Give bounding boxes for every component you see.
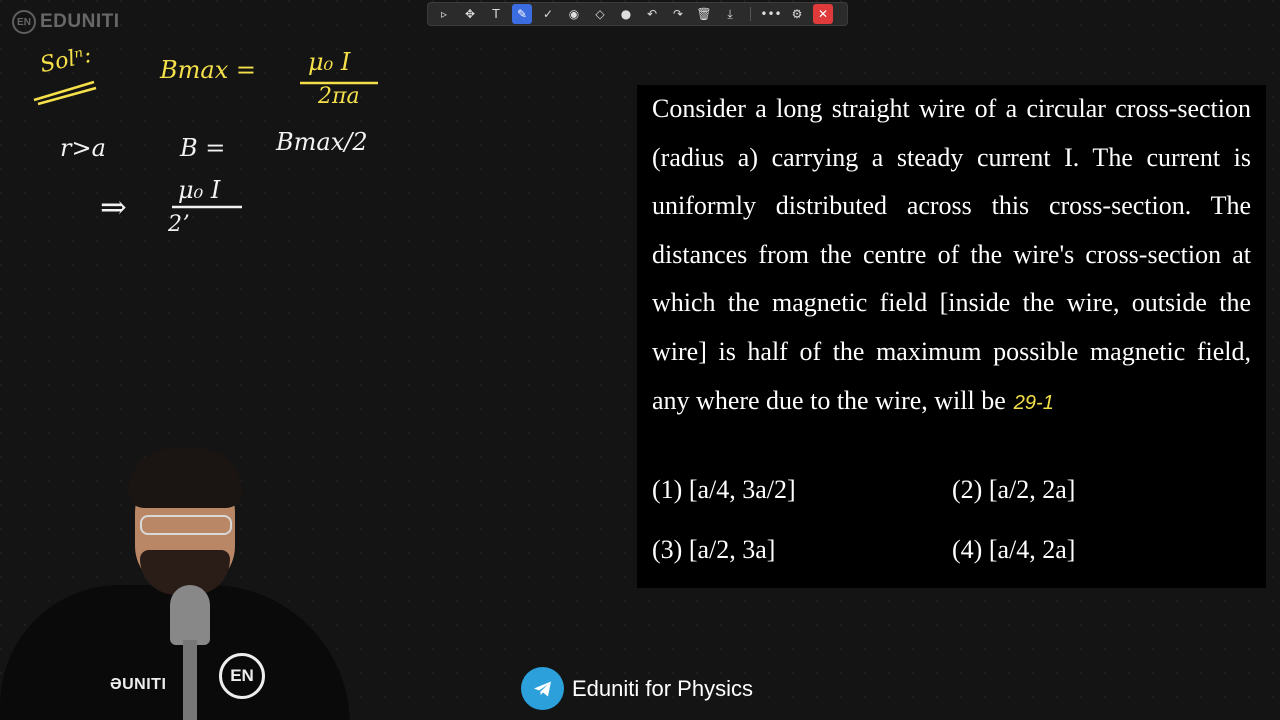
solution-label: Solⁿ:: [37, 42, 94, 79]
question-panel: [637, 85, 1266, 588]
option-4[interactable]: (4) [a/4, 2a]: [952, 535, 1076, 564]
bmax-half: Bmax/2: [276, 128, 368, 156]
logo-text: EDUNITI: [40, 11, 120, 32]
b-equals: B =: [180, 134, 226, 162]
bmax-denominator: 2πa: [318, 84, 360, 109]
undo-icon[interactable]: ↶: [646, 7, 658, 21]
check-icon[interactable]: ✓: [542, 7, 554, 21]
shirt-brand-badge: EN: [219, 653, 265, 699]
text-icon[interactable]: T: [492, 7, 500, 21]
highlighter-icon[interactable]: ◉: [568, 7, 580, 21]
download-icon[interactable]: ⤓: [727, 6, 733, 21]
question-tag: 29-1: [1013, 391, 1054, 414]
redo-icon[interactable]: ↷: [672, 7, 684, 21]
pointer-icon[interactable]: ▹: [440, 7, 448, 21]
presenter-hair: [128, 448, 242, 508]
option-3[interactable]: (3) [a/2, 3a]: [652, 535, 776, 564]
handwritten-notes: [0, 40, 420, 250]
settings-icon[interactable]: ⚙: [791, 7, 803, 21]
color-dot-icon[interactable]: ●: [620, 7, 632, 21]
microphone-icon: [170, 585, 210, 645]
shirt-brand-text: ƏUNITI: [110, 676, 167, 693]
question-text: [652, 85, 1251, 427]
condition-r-gt-a: r>a: [60, 134, 106, 162]
eraser-icon[interactable]: ◇: [595, 7, 605, 21]
pen-icon[interactable]: ✎: [512, 4, 532, 24]
question-body: Consider a long straight wire of a circular cross-section (radius a) carrying a steady current I. The current is uniformly distributed across this cross-section. The distances from the centre of the wire's cross-section at which the magnetic field [inside the wire, outside the wire] is half of the maximum possible magnetic field, any where due to the wire, will be: [652, 94, 1251, 415]
channel-name: Eduniti for Physics: [572, 675, 753, 701]
presenter-glasses: [140, 515, 232, 535]
option-2[interactable]: (2) [a/2, 2a]: [952, 475, 1076, 504]
microphone-stand: [183, 640, 197, 720]
eduniti-logo: [12, 10, 120, 34]
drawing-toolbar: [427, 2, 848, 26]
move-icon[interactable]: ✥: [464, 7, 476, 21]
fraction-bar: [170, 204, 246, 210]
fraction-numerator: μ₀ I: [178, 176, 221, 204]
more-icon[interactable]: •••: [760, 7, 782, 21]
option-1[interactable]: (1) [a/4, 3a/2]: [652, 475, 796, 504]
implies-symbol: ⇒: [100, 188, 127, 226]
fraction-denominator: 2ʼ: [168, 212, 189, 237]
trash-icon[interactable]: 🗑: [696, 7, 712, 21]
close-icon[interactable]: ✕: [813, 4, 833, 24]
logo-mark: EN: [12, 10, 36, 34]
telegram-icon: [521, 667, 564, 710]
solution-underline: [30, 78, 100, 106]
telegram-channel-banner[interactable]: [521, 667, 753, 710]
presenter-video: [0, 440, 360, 720]
bmax-lhs: Bmax =: [160, 56, 256, 84]
bmax-numerator: μ₀ I: [308, 48, 351, 76]
answer-options: [652, 472, 1252, 568]
toolbar-divider: [750, 7, 751, 21]
